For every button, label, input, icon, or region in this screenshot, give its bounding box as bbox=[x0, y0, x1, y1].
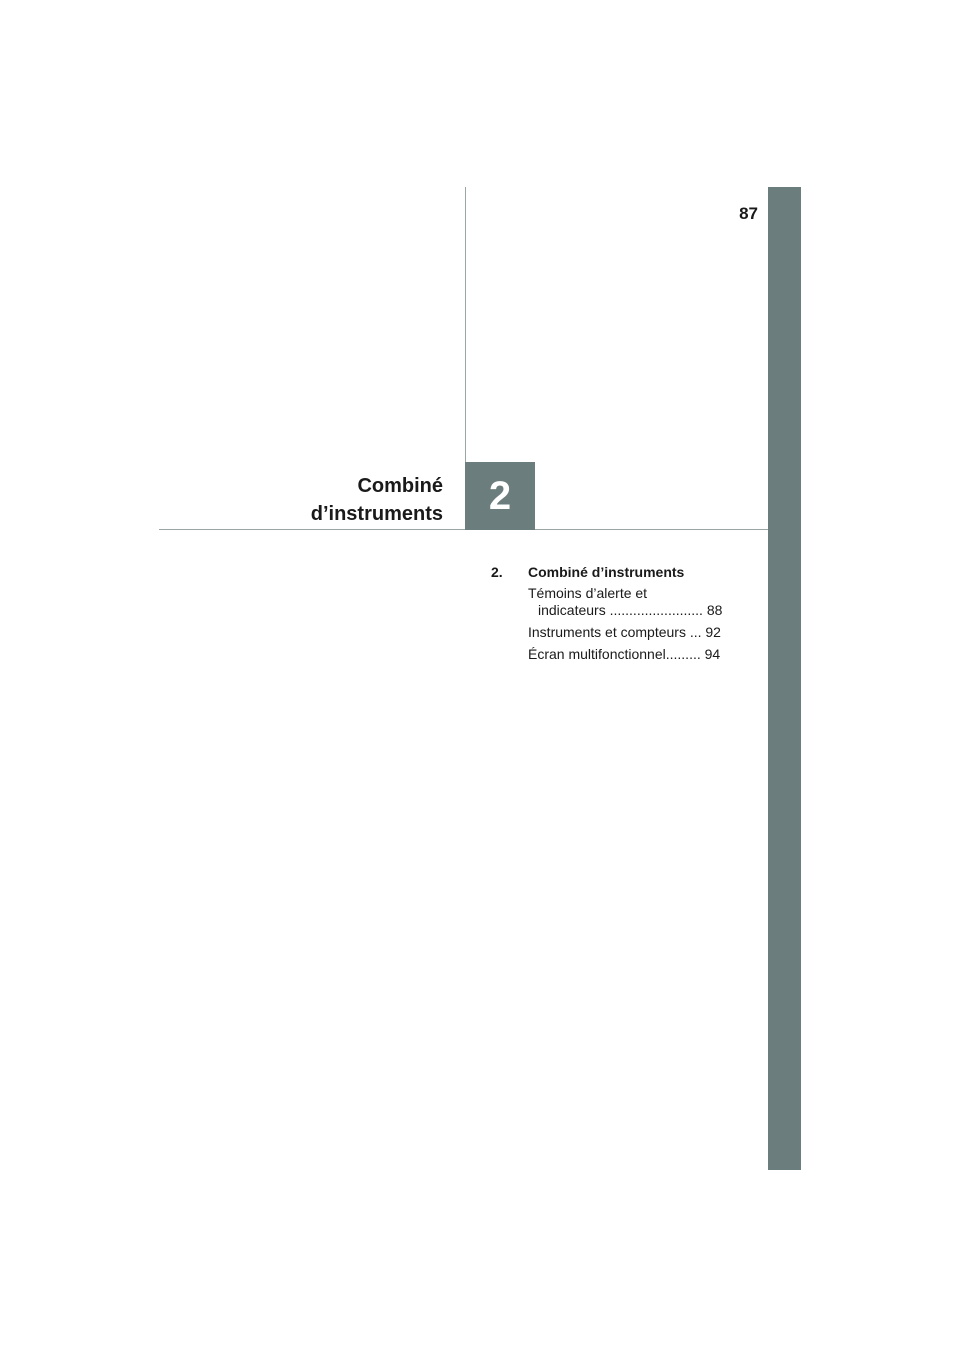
chapter-title bbox=[311, 472, 443, 528]
toc-entry-instruments[interactable] bbox=[528, 624, 741, 641]
toc-entry-line: Instruments et compteurs ... 92 bbox=[528, 624, 721, 640]
toc-section-number: 2. bbox=[491, 564, 503, 580]
toc-entry-line: indicateurs ........................ 88 bbox=[538, 602, 723, 618]
toc-entry-line: Témoins d’alerte et bbox=[528, 585, 648, 601]
toc-entry-warning-lights[interactable] bbox=[528, 585, 741, 619]
chapter-side-bar bbox=[768, 187, 801, 1170]
horizontal-divider bbox=[159, 529, 768, 530]
toc-entry-multi-display[interactable] bbox=[528, 646, 741, 663]
toc-entry-line: Écran multifonctionnel......... 94 bbox=[528, 646, 721, 662]
page-number: 87 bbox=[739, 204, 758, 223]
table-of-contents bbox=[491, 564, 741, 668]
toc-section-heading[interactable] bbox=[491, 564, 741, 581]
vertical-divider bbox=[465, 187, 466, 462]
chapter-title-line1: Combiné bbox=[357, 475, 443, 497]
chapter-title-line2: d’instruments bbox=[310, 503, 443, 525]
toc-section-title: Combiné d’instruments bbox=[528, 564, 685, 580]
chapter-number-badge: 2 bbox=[465, 462, 535, 530]
